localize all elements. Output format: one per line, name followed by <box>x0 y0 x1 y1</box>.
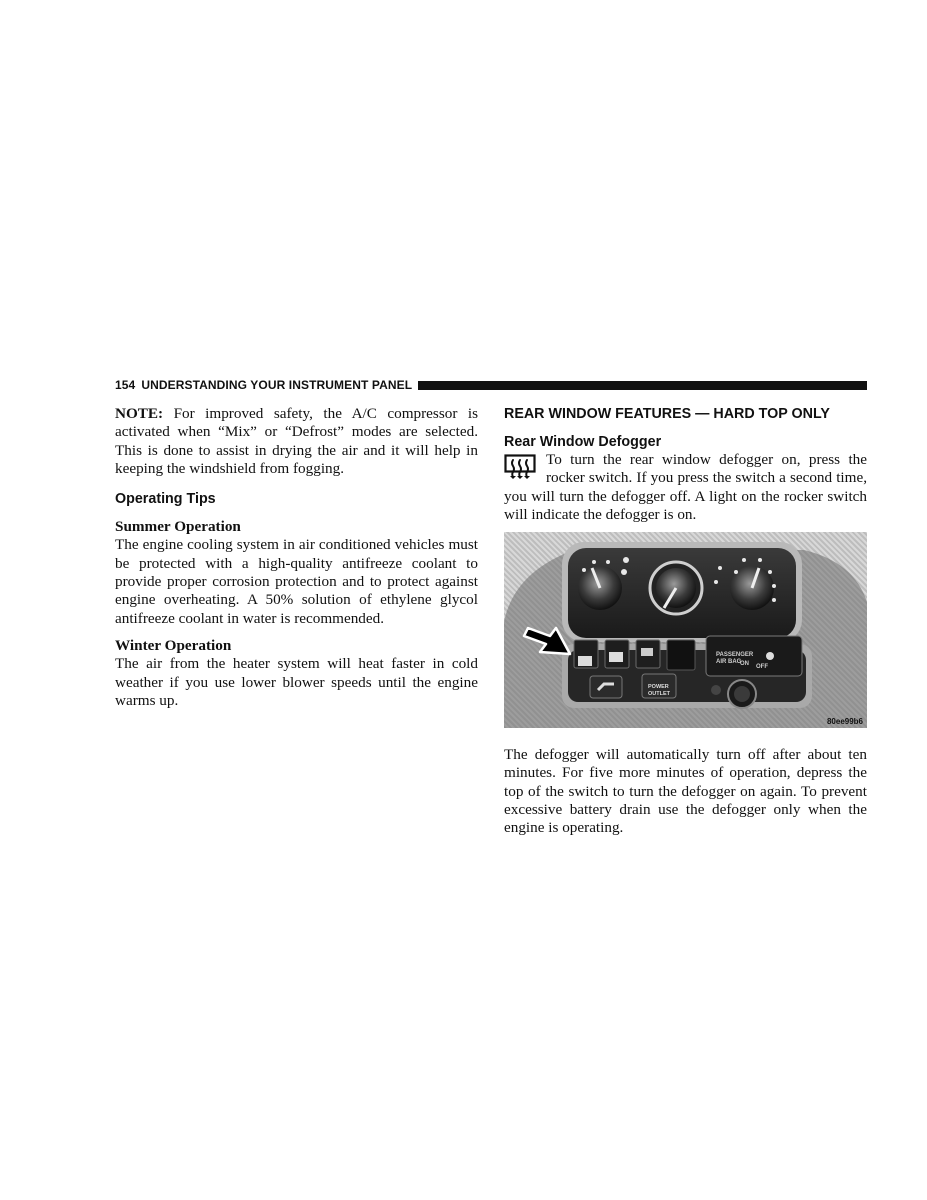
note-paragraph <box>115 405 478 478</box>
header-rule <box>418 381 867 390</box>
climate-control-figure <box>504 532 867 728</box>
airbag-label-line1: PASSENGER <box>716 652 754 659</box>
left-column <box>115 405 478 710</box>
rear-window-defogger-heading: Rear Window Defogger <box>504 434 662 450</box>
climate-panel-illustration <box>504 532 867 728</box>
page-header <box>115 378 867 392</box>
power-outlet-label-line1: POWER <box>648 684 669 691</box>
page-number: 154 <box>115 378 136 392</box>
rear-defrost-icon <box>504 454 536 480</box>
summer-operation-heading: Summer Operation <box>115 518 241 536</box>
winter-operation-heading: Winter Operation <box>115 636 232 654</box>
airbag-on-label: ON <box>740 661 749 668</box>
defogger-timer-text: The defogger will automatically turn off after about ten minutes. For five more minutes of operation, depress the top of the switch to turn the defogger on again. To prevent excessive battery drain use the defogger only when the engine is operating. <box>504 746 867 837</box>
defogger-text: To turn the rear window defogger on, press the rocker switch. If you press the switch a second time, you will turn the defogger off. A light on the rocker switch will indicate the defogger is on. <box>504 451 867 523</box>
rear-window-features-heading: REAR WINDOW FEATURES — HARD TOP ONLY <box>504 406 830 422</box>
defogger-paragraph <box>504 451 867 524</box>
airbag-off-label: OFF <box>756 664 768 671</box>
operating-tips-heading: Operating Tips <box>115 491 216 508</box>
page-header-text <box>115 378 412 392</box>
section-title: UNDERSTANDING YOUR INSTRUMENT PANEL <box>141 378 413 392</box>
winter-operation-text: The air from the heater system will heat faster in cold weather if you use lower blower speeds until the engine warms up. <box>115 655 478 709</box>
note-label: NOTE: <box>115 405 164 422</box>
power-outlet-label-line2: OUTLET <box>648 691 670 698</box>
summer-operation-text: The engine cooling system in air conditioned vehicles must be protected with a high-quality antifreeze coolant to provide proper corrosion protection and to protect against engine overheating. A 50% solution of ethylene glycol antifreeze coolant in water is recommended. <box>115 536 478 627</box>
note-text: For improved safety, the A/C compressor is activated when “Mix” or “Defrost” modes are selected. This is done to assist in drying the air and it will help in keeping the windshield from fogging. <box>115 405 478 477</box>
right-column <box>504 405 867 838</box>
airbag-label-line2: AIR BAG <box>716 659 742 666</box>
figure-code: 80ee99b6 <box>826 717 863 727</box>
